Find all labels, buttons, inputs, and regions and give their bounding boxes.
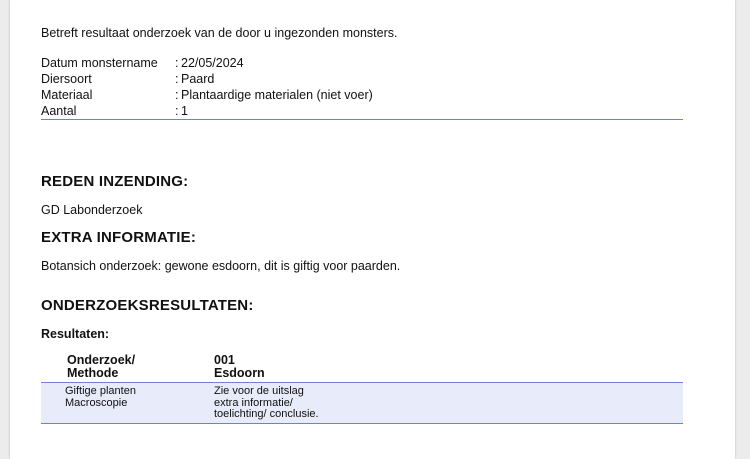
- row-result-line: toelichting/ conclusie.: [214, 408, 319, 420]
- document-page: [10, 0, 735, 459]
- extra-info-text: Botansich onderzoek: gewone esdoorn, dit is giftig voor paarden.: [41, 259, 401, 273]
- meta-label: Aantal: [41, 104, 77, 118]
- meta-label: Materiaal: [41, 88, 93, 102]
- reason-heading: REDEN INZENDING:: [41, 173, 189, 190]
- meta-colon: :: [175, 56, 179, 70]
- meta-row-count: [41, 103, 373, 119]
- row-result-line: extra informatie/: [214, 396, 293, 409]
- extra-info-heading: EXTRA INFORMATIE:: [41, 229, 197, 246]
- header-sample-name: Esdoorn: [214, 366, 265, 380]
- meta-label: Datum monstername: [41, 56, 158, 70]
- sample-metadata: [41, 55, 373, 119]
- results-subheading: Resultaten:: [41, 327, 110, 341]
- row-method-line: Macroscopie: [65, 396, 128, 409]
- meta-row-date: [41, 55, 373, 71]
- meta-value: Paard: [181, 72, 215, 86]
- row-method-cell: [41, 386, 214, 419]
- header-method-cell: [41, 354, 214, 382]
- intro-text: Betreft resultaat onderzoek van de door u ingezonden monsters.: [41, 26, 398, 40]
- meta-value: 22/05/2024: [181, 56, 244, 70]
- row-result-line: Zie voor de uitslag: [214, 385, 304, 397]
- meta-row-species: [41, 71, 373, 87]
- meta-value: Plantaardige materialen (niet voer): [181, 88, 373, 102]
- header-sample-cell: [214, 354, 683, 382]
- meta-colon: :: [175, 72, 179, 86]
- results-table: [41, 354, 683, 424]
- row-method-line: Giftige planten: [65, 385, 136, 397]
- header-method-line: Onderzoek/: [67, 353, 136, 367]
- table-row: [41, 382, 683, 424]
- header-sample-number: 001: [214, 353, 235, 367]
- meta-colon: :: [175, 88, 179, 102]
- results-table-header: [41, 354, 683, 382]
- results-heading: ONDERZOEKSRESULTATEN:: [41, 297, 254, 314]
- row-result-cell: [214, 386, 683, 419]
- meta-colon: :: [175, 104, 179, 118]
- meta-row-material: [41, 87, 373, 103]
- metadata-divider: [41, 119, 683, 120]
- reason-text: GD Labonderzoek: [41, 203, 143, 217]
- meta-label: Diersoort: [41, 72, 92, 86]
- meta-value: 1: [181, 104, 188, 118]
- header-method-line: Methode: [67, 366, 119, 380]
